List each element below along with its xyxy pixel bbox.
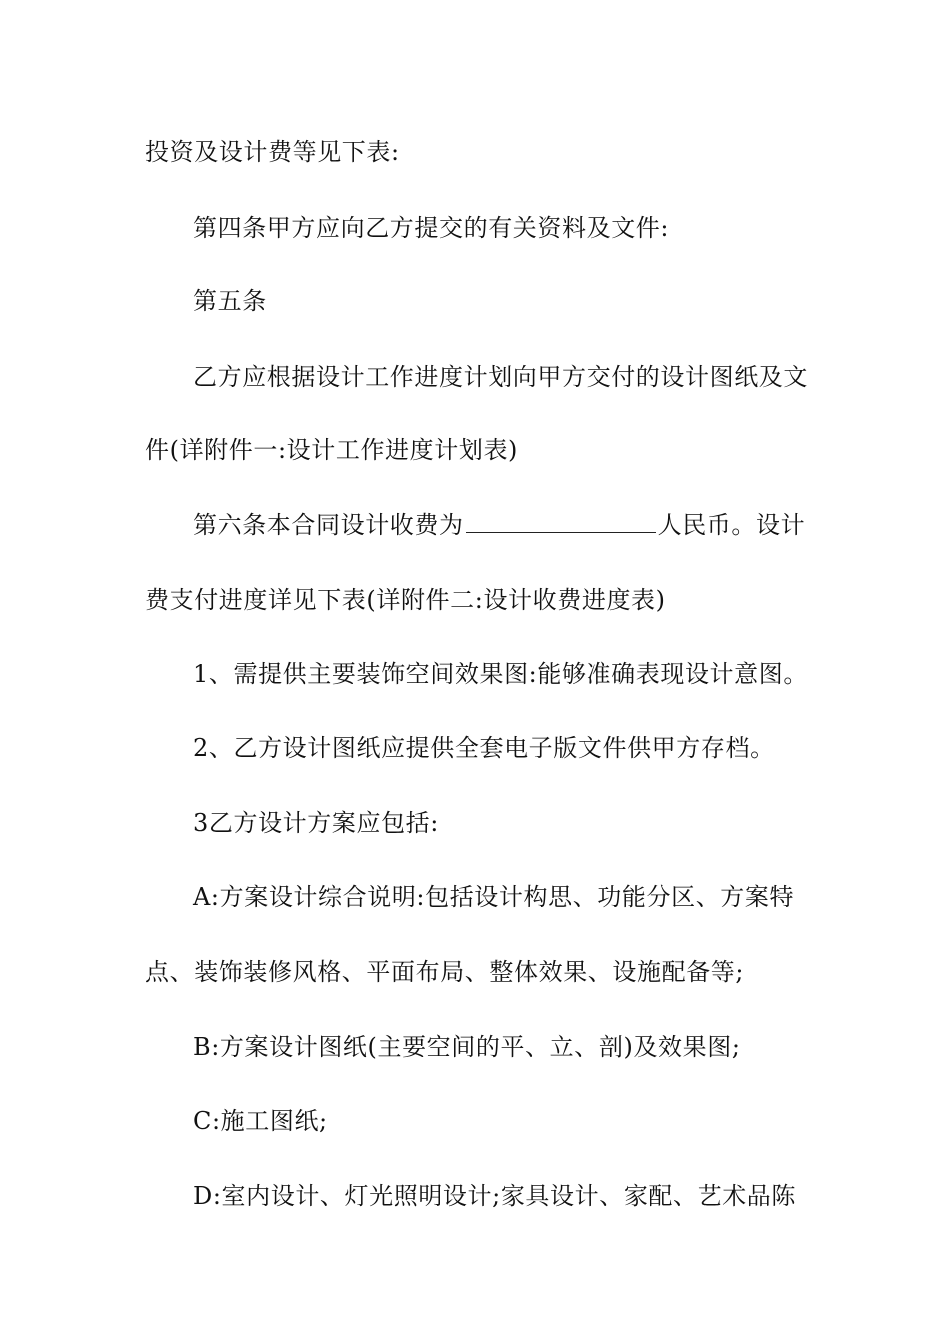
article-6-line1 <box>193 509 858 541</box>
article-6-suffix: 人民币。设计 <box>657 511 806 539</box>
article-4: 第四条甲方应向乙方提交的有关资料及文件: <box>193 214 670 242</box>
item-a-line1: A:方案设计综合说明:包括设计构思、功能分区、方案特 <box>193 883 795 911</box>
article-5-text-line2: 件(详附件一:设计工作进度计划表) <box>145 436 519 464</box>
item-a-line2: 点、装饰装修风格、平面布局、整体效果、设施配备等; <box>145 958 745 986</box>
article-6-line2: 费支付进度详见下表(详附件二:设计收费进度表) <box>145 586 666 614</box>
article-6-prefix: 第六条本合同设计收费为 <box>193 511 464 539</box>
item-b: B:方案设计图纸(主要空间的平、立、剖)及效果图; <box>193 1033 741 1061</box>
article-5-heading: 第五条 <box>193 287 267 315</box>
list-item-3: 3乙方设计方案应包括: <box>193 809 439 837</box>
article-5-text-line1: 乙方应根据设计工作进度计划向甲方交付的设计图纸及文 <box>193 363 808 391</box>
item-c: C:施工图纸; <box>193 1107 328 1135</box>
item-d-line1: D:室内设计、灯光照明设计;家具设计、家配、艺术品陈 <box>193 1182 797 1210</box>
paragraph-investment-fees: 投资及设计费等见下表: <box>145 138 400 166</box>
list-item-1: 1、需提供主要装饰空间效果图:能够准确表现设计意图。 <box>193 660 808 688</box>
fee-blank-field <box>466 510 656 533</box>
list-item-2: 2、乙方设计图纸应提供全套电子版文件供甲方存档。 <box>193 734 775 762</box>
